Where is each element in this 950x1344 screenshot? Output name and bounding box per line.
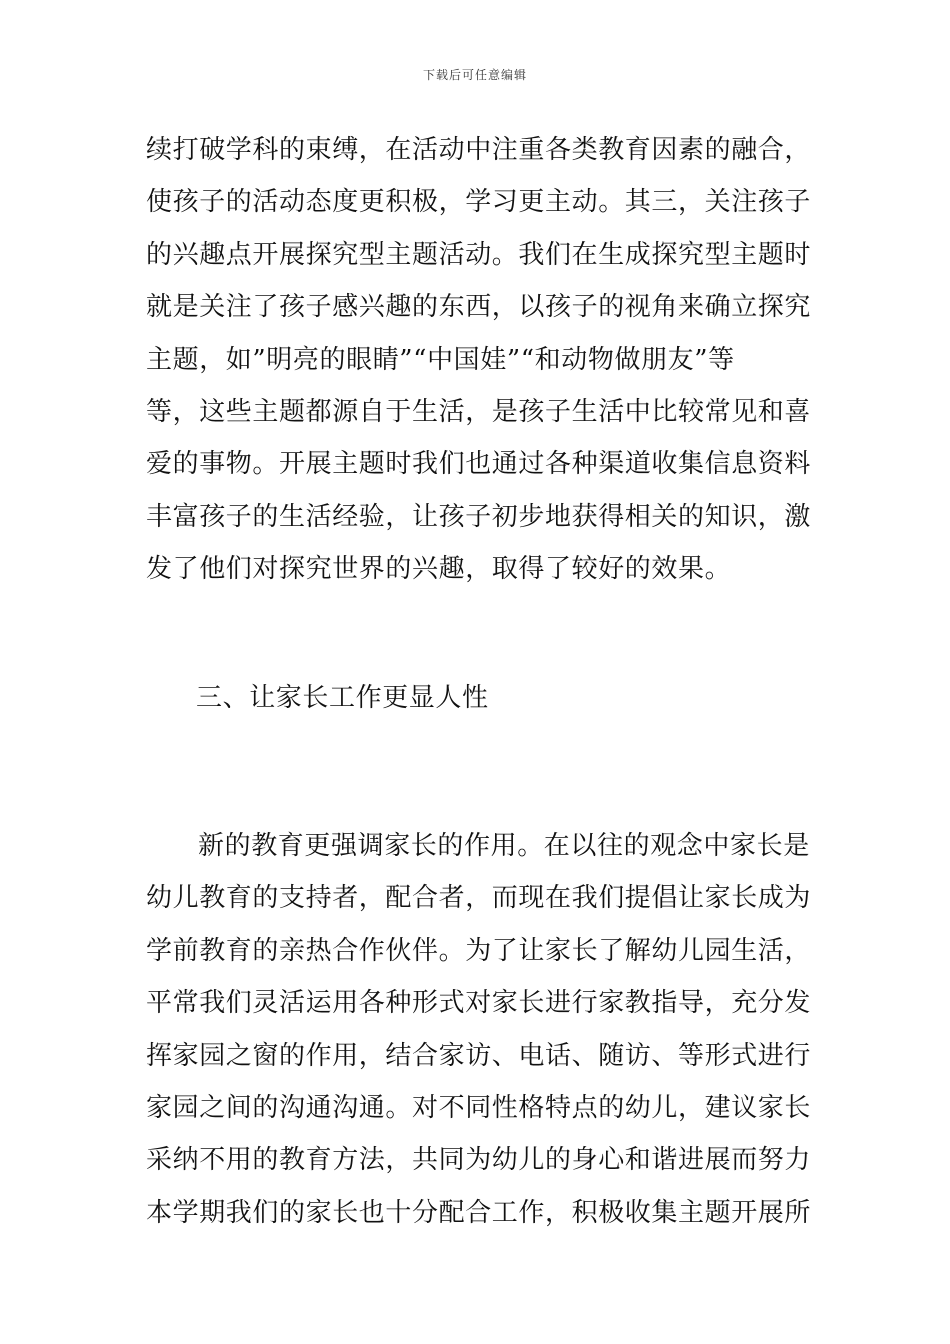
paragraph-line: 家园之间的沟通沟通。对不同性格特点的幼儿，建议家长 xyxy=(146,1092,812,1123)
paragraph-line: 主题，如”明亮的眼睛”“中国娃”“和动物做朋友”等 xyxy=(146,344,735,375)
section-heading: 三、让家长工作更显人性 xyxy=(196,683,489,713)
paragraph-line: 新的教育更强调家长的作用。在以往的观念中家长是 xyxy=(198,831,810,861)
paragraph-line: 的兴趣点开展探究型主题活动。我们在生成探究型主题时 xyxy=(146,239,812,270)
paragraph-line: 就是关注了孩子感兴趣的东西，以孩子的视角来确立探究 xyxy=(146,292,812,323)
paragraph-line: 挥家园之窗的作用，结合家访、电话、随访、等形式进行 xyxy=(146,1040,812,1071)
paragraph-2 xyxy=(146,820,816,1239)
paragraph-1 xyxy=(146,124,816,596)
page-header: 下载后可任意编辑 xyxy=(422,68,527,82)
paragraph-line: 丰富孩子的生活经验，让孩子初步地获得相关的知识，激 xyxy=(146,501,812,532)
paragraph-line: 本学期我们的家长也十分配合工作，积极收集主题开展所 xyxy=(146,1197,812,1228)
paragraph-line: 等，这些主题都源自于生活，是孩子生活中比较常见和喜 xyxy=(146,396,812,427)
paragraph-line: 学前教育的亲热合作伙伴。为了让家长了解幼儿园生活， xyxy=(146,935,812,966)
paragraph-line: 平常我们灵活运用各种形式对家长进行家教指导，充分发 xyxy=(146,988,812,1019)
paragraph-line: 幼儿教育的支持者，配合者，而现在我们提倡让家长成为 xyxy=(146,883,812,914)
paragraph-line: 续打破学科的束缚，在活动中注重各类教育因素的融合， xyxy=(146,135,812,165)
paragraph-line: 发了他们对探究世界的兴趣，取得了较好的效果。 xyxy=(146,554,732,585)
paragraph-line: 爱的事物。开展主题时我们也通过各种渠道收集信息资料 xyxy=(146,449,812,480)
paragraph-line: 使孩子的活动态度更积极，学习更主动。其三，关注孩子 xyxy=(146,187,812,218)
paragraph-line: 采纳不用的教育方法，共同为幼儿的身心和谐进展而努力 xyxy=(146,1145,812,1176)
